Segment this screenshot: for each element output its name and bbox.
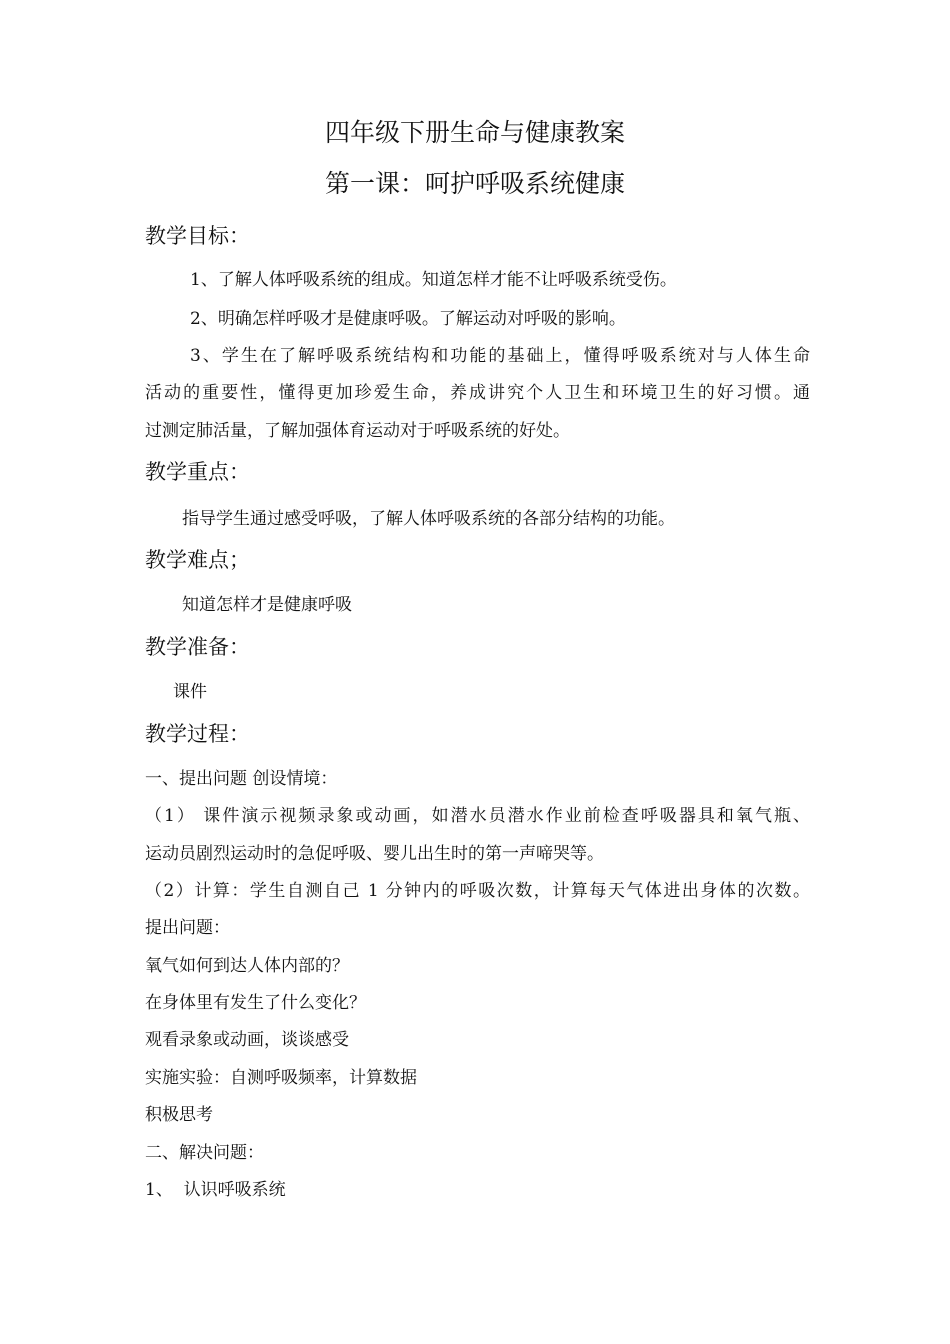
objective-item-3-line-2: 活动的重要性，懂得更加珍爱生命，养成讲究个人卫生和环境卫生的好习惯。通 — [145, 383, 810, 403]
objective-item-3-line-3: 过测定肺活量，了解加强体育运动对于呼吸系统的好处。 — [145, 421, 570, 441]
difficulties-text: 知道怎样才是健康呼吸 — [182, 595, 352, 615]
key-points-heading: 教学重点： — [145, 460, 250, 484]
step-2: （2）计算：学生自测自己 1 分钟内的呼吸次数，计算每天气体进出身体的次数。 — [145, 881, 810, 901]
preparation-heading: 教学准备： — [145, 635, 250, 659]
sub-item-1: 1、 认识呼吸系统 — [145, 1180, 286, 1200]
activity-1: 观看录象或动画，谈谈感受 — [145, 1030, 349, 1050]
lesson-title: 第一课：呵护呼吸系统健康 — [324, 169, 625, 198]
objective-item-2: 2、明确怎样呼吸才是健康呼吸。了解运动对呼吸的影响。 — [190, 309, 626, 329]
ask-label: 提出问题： — [145, 918, 230, 938]
preparation-text: 课件 — [173, 682, 207, 702]
difficulties-heading: 教学难点； — [145, 548, 250, 572]
section-1-title: 一、提出问题 创设情境： — [145, 769, 338, 789]
activity-3: 积极思考 — [145, 1105, 213, 1125]
document-title: 四年级下册生命与健康教案 — [324, 118, 625, 147]
objective-item-3-line-1: 3、学生在了解呼吸系统结构和功能的基础上，懂得呼吸系统对与人体生命 — [190, 346, 810, 366]
activity-2: 实施实验：自测呼吸频率，计算数据 — [145, 1068, 417, 1088]
key-points-text: 指导学生通过感受呼吸，了解人体呼吸系统的各部分结构的功能。 — [182, 509, 675, 529]
step-1-line-2: 运动员剧烈运动时的急促呼吸、婴儿出生时的第一声啼哭等。 — [145, 844, 604, 864]
objectives-heading: 教学目标： — [145, 224, 250, 248]
process-heading: 教学过程： — [145, 722, 250, 746]
question-1: 氧气如何到达人体内部的？ — [145, 956, 349, 976]
step-1-line-1: （1） 课件演示视频录象或动画，如潜水员潜水作业前检查呼吸器具和氧气瓶、 — [145, 806, 810, 826]
question-2: 在身体里有发生了什么变化？ — [145, 993, 366, 1013]
section-2-title: 二、解决问题： — [145, 1143, 264, 1163]
objective-item-1: 1、了解人体呼吸系统的组成。知道怎样才能不让呼吸系统受伤。 — [190, 270, 677, 290]
